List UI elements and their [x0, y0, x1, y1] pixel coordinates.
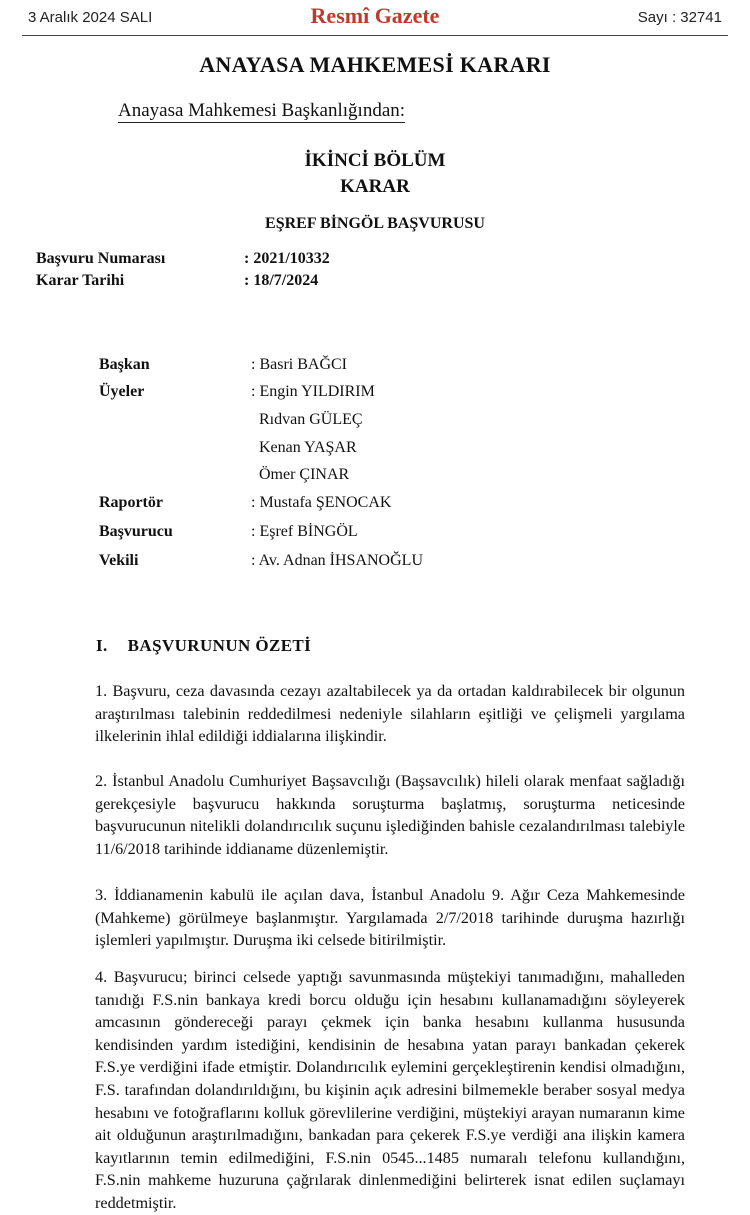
decision-date-value: : 18/7/2024 — [244, 272, 319, 289]
summary-heading-text: BAŞVURUNUN ÖZETİ — [127, 636, 312, 655]
counsel-value: : Av. Adnan İHSANOĞLU — [251, 552, 423, 569]
paragraph-text: 4. Başvurucu; birinci celsede yaptığı savunmasında müştekiyi tanımadığını, mahalleden tanıdığı F.S.nin bankaya kredi borcu olduğu için hesabını kullanamadığını söyleyerek amcasının göndereceği parayı çekmek için banka hesabını kullanma hususunda kendisinden yardım istediğini, kendisinin de hesabına yatan parayı bankadan çekerek F.S.ye verdiğini ifade etmiştir. Dolandırıcılık eylemini gerçekleştirenin kendisi olmadığını, F.S. tarafından dolandırıldığını, bu kişinin açık adresini bilmemekle beraber sosyal medya hesabını ve fotoğraflarını kolluk görevlilerine verdiğini, müştekiyi arayan numaranın kime ait olduğunun araştırılmadığını, bankadan para çekerek F.S.ye verdiği ana ilişkin kamera kayıtlarının temin edilmediğini, F.S.nin 0545...1485 numaralı telefonu kullandığını, F.S.nin mahkeme huzuruna çağrılarak dinlenmediğini belirterek isnat edilen suçlamayı reddetmiştir. — [95, 968, 685, 1212]
gazette-date: 3 Aralık 2024 SALI — [28, 9, 153, 26]
header-divider — [22, 35, 728, 36]
president-label: Başkan — [99, 356, 150, 373]
issuing-authority: Anayasa Mahkemesi Başkanlığından: — [118, 100, 406, 121]
counsel-label: Vekili — [99, 552, 139, 569]
paragraph-4 — [95, 966, 685, 1215]
paragraph-3 — [95, 884, 685, 952]
decision-date-label: Karar Tarihi — [36, 272, 125, 289]
paragraph-text: 3. İddianamenin kabulü ile açılan dava, İstanbul Anadolu 9. Ağır Ceza Mahkemesinde (Mahkeme) görülmeye başlanmıştır. Yargılamada 2/7/2018 tarihinde duruşma hazırlığı işlemleri yapılmıştır. Duruşma iki celsede bitirilmiştir. — [95, 886, 685, 950]
paragraph-2 — [95, 770, 685, 860]
paragraph-text: 2. İstanbul Anadolu Cumhuriyet Başsavcılığı (Başsavcılık) hileli olarak menfaat sağladığı gerekçesiyle başvurucu hakkında soruşturma başlatmış, soruşturma neticesinde başvurucunun nitelikli dolandırıcılık suçunu işlediğinden bahisle cezalandırılması talebiyle 11/6/2018 tarihinde iddianame düzenlemiştir. — [95, 772, 685, 858]
application-number-value: : 2021/10332 — [244, 250, 330, 267]
application-title: EŞREF BİNGÖL BAŞVURUSU — [265, 215, 485, 232]
application-number-label: Başvuru Numarası — [36, 250, 166, 267]
summary-heading-number: I. — [96, 636, 108, 655]
rapporteur-value: : Mustafa ŞENOCAK — [251, 494, 392, 511]
rapporteur-label: Raportör — [99, 494, 163, 511]
gazette-name: Resmî Gazete — [310, 3, 440, 28]
document-title: ANAYASA MAHKEMESİ KARARI — [199, 52, 551, 77]
member-name: Rıdvan GÜLEÇ — [259, 411, 363, 428]
applicant-label: Başvurucu — [99, 523, 173, 540]
applicant-value: : Eşref BİNGÖL — [251, 523, 358, 540]
gazette-issue: Sayı : 32741 — [637, 9, 722, 26]
president-value: : Basri BAĞCI — [251, 356, 347, 373]
member-name: Ömer ÇINAR — [259, 466, 350, 483]
section-decision: KARAR — [340, 176, 410, 197]
section-heading — [0, 148, 750, 200]
paragraph-1 — [95, 680, 685, 748]
summary-heading — [96, 636, 311, 656]
members-label: Üyeler — [99, 383, 145, 400]
paragraph-text: 1. Başvuru, ceza davasında cezayı azaltabilecek ya da ortadan kaldırabilecek bir olgunun araştırılması talebinin reddedilmesi nedeniyle silahların eşitliği ve çelişmeli yargılama ilkelerinin ihlal edildiği iddialarına ilişkindir. — [95, 682, 685, 746]
member-name: Kenan YAŞAR — [259, 439, 357, 456]
section-name: İKİNCİ BÖLÜM — [304, 150, 446, 171]
member-name: : Engin YILDIRIM — [251, 383, 375, 400]
